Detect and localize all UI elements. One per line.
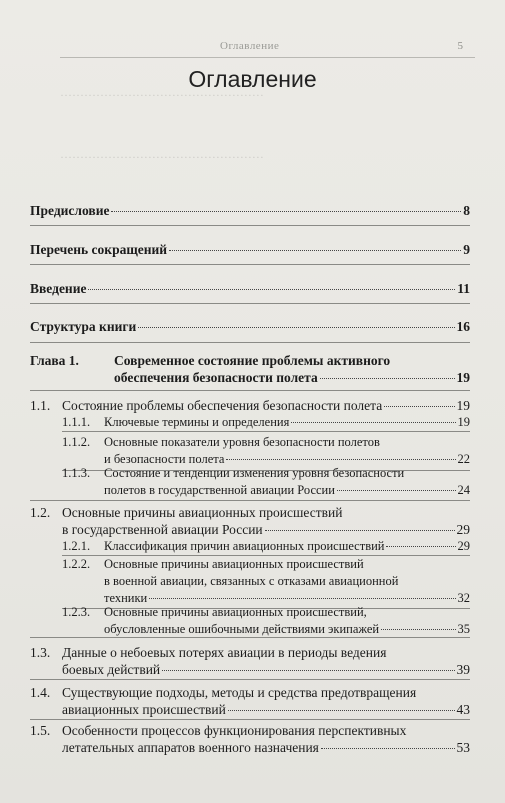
toc-entry-number: 1.4.: [30, 685, 51, 700]
dot-leader: [386, 546, 455, 547]
toc-entry-page: 35: [457, 622, 470, 636]
toc-entry-text: Данные о небоевых потерях авиации в периоды ведения: [62, 645, 387, 660]
separator: [30, 679, 470, 680]
toc-entry-page: 43: [456, 702, 470, 717]
separator: [30, 500, 470, 501]
dot-leader: [321, 748, 455, 749]
toc-entry-number: 1.2.: [30, 505, 51, 520]
dot-leader: [169, 250, 461, 251]
toc-entry-number: 1.1.1.: [62, 415, 91, 429]
toc-entry-text: Существующие подходы, методы и средства предотвращения: [62, 685, 417, 700]
dot-leader: [226, 459, 455, 460]
dot-leader: [88, 289, 455, 290]
toc-entry-text: Ключевые термины и определения: [104, 415, 290, 429]
toc-entry-page: 19: [456, 370, 470, 385]
toc-entry-number: 1.1.: [30, 398, 51, 413]
dot-leader: [228, 710, 455, 711]
separator: [30, 719, 470, 720]
toc-entry-chapter-1[interactable]: [30, 352, 470, 386]
toc-entry-text: Основные причины авиационных происшествий: [104, 557, 364, 571]
toc-entry-text: Особенности процессов функционирования перспективных: [62, 723, 407, 738]
toc-entry-text: Структура книги: [30, 319, 137, 334]
page-title: Оглавление: [188, 66, 317, 92]
toc-entry-page: 24: [457, 483, 470, 497]
dot-leader: [111, 211, 461, 212]
toc-entry-number: 1.2.2.: [62, 557, 91, 571]
toc-entry-page: 29: [456, 522, 470, 537]
toc-entry-number: 1.3.: [30, 645, 51, 660]
separator: [62, 431, 470, 432]
toc-entry-text: летательных аппаратов военного назначения: [62, 740, 319, 755]
page-number: 5: [457, 40, 463, 52]
toc-entry-1-2-1[interactable]: [62, 538, 470, 555]
toc-entry-text: Основные показатели уровня безопасности полетов: [104, 435, 380, 449]
bleed-through-text: ···················································: [60, 150, 264, 164]
toc-entry-abbreviations[interactable]: [30, 241, 470, 258]
toc-entry-text: Современное состояние проблемы активного: [114, 353, 391, 368]
toc-entry-text: Классификация причин авиационных происшествий: [104, 539, 385, 553]
toc-entry-text: Основные причины авиационных происшествий,: [104, 605, 367, 619]
separator: [30, 264, 470, 265]
toc-entry-1-5[interactable]: [30, 722, 470, 756]
dot-leader: [265, 530, 455, 531]
bleed-through-text: ···················································: [60, 88, 264, 102]
toc-entry-page: 39: [456, 662, 470, 677]
toc-entry-text: Перечень сокращений: [30, 242, 168, 257]
toc-entry-text: авиационных происшествий: [62, 702, 226, 717]
separator: [30, 342, 470, 343]
toc-entry-1-2-2[interactable]: [62, 556, 470, 607]
toc-entry-1-1-2[interactable]: [62, 434, 470, 468]
toc-entry-text: полетов в государственной авиации России: [104, 483, 335, 497]
toc-entry-page: 8: [463, 203, 470, 218]
toc-entry-1-3[interactable]: [30, 644, 470, 678]
toc-entry-text: и безопасности полета: [104, 452, 225, 466]
dot-leader: [291, 422, 455, 423]
toc-entry-page: 32: [457, 591, 470, 605]
toc-entry-page: 19: [457, 415, 470, 429]
toc-entry-number: 1.2.3.: [62, 605, 91, 619]
separator: [30, 390, 470, 391]
toc-entry-text: обусловленные ошибочными действиями экипажей: [104, 622, 380, 636]
toc-entry-page: 22: [457, 452, 470, 466]
toc-entry-number: 1.1.3.: [62, 466, 91, 480]
dot-leader: [320, 378, 455, 379]
toc-entry-number: 1.1.2.: [62, 435, 91, 449]
toc-entry-1-1[interactable]: [30, 397, 470, 414]
toc-entry-number: 1.5.: [30, 723, 51, 738]
toc-entry-text: Предисловие: [30, 203, 110, 218]
toc-entry-page: 19: [456, 398, 470, 413]
toc-entry-text: в государственной авиации России: [62, 522, 263, 537]
toc-entry-text: в военной авиации, связанных с отказами авиационной: [104, 574, 399, 588]
dot-leader: [149, 598, 455, 599]
toc-entry-1-4[interactable]: [30, 684, 470, 718]
separator: [30, 303, 470, 304]
dot-leader: [162, 670, 454, 671]
running-title: Оглавление: [220, 40, 280, 52]
toc-entry-page: 11: [457, 281, 470, 296]
toc-entry-page: 9: [463, 242, 470, 257]
toc-entry-preface[interactable]: [30, 202, 470, 219]
toc-entry-page: 53: [456, 740, 470, 755]
toc-entry-structure[interactable]: [30, 318, 470, 335]
toc-entry-introduction[interactable]: [30, 280, 470, 297]
dot-leader: [384, 406, 454, 407]
dot-leader: [337, 490, 456, 491]
toc-entry-text: техники: [104, 591, 148, 605]
separator: [30, 225, 470, 226]
toc-entry-page: 29: [457, 539, 470, 553]
dot-leader: [381, 629, 455, 630]
toc-entry-1-1-1[interactable]: [62, 414, 470, 431]
toc-entry-number: 1.2.1.: [62, 539, 91, 553]
dot-leader: [138, 327, 454, 328]
toc-entry-text: обеспечения безопасности полета: [114, 370, 318, 385]
header-rule: [60, 57, 475, 58]
toc-entry-text: Состояние проблемы обеспечения безопасности полета: [62, 398, 383, 413]
running-header: [60, 40, 475, 56]
toc-entry-1-2[interactable]: [30, 504, 470, 538]
toc-entry-number: Глава 1.: [30, 353, 79, 368]
toc-entry-text: Основные причины авиационных происшествий: [62, 505, 343, 520]
separator: [30, 637, 470, 638]
toc-entry-text: боевых действий: [62, 662, 161, 677]
toc-entry-page: 16: [456, 319, 470, 334]
toc-entry-text: Введение: [30, 281, 87, 296]
toc-entry-1-1-3[interactable]: [62, 465, 470, 499]
toc-entry-1-2-3[interactable]: [62, 604, 470, 638]
toc-entry-text: Состояние и тенденции изменения уровня безопасности: [104, 466, 405, 480]
